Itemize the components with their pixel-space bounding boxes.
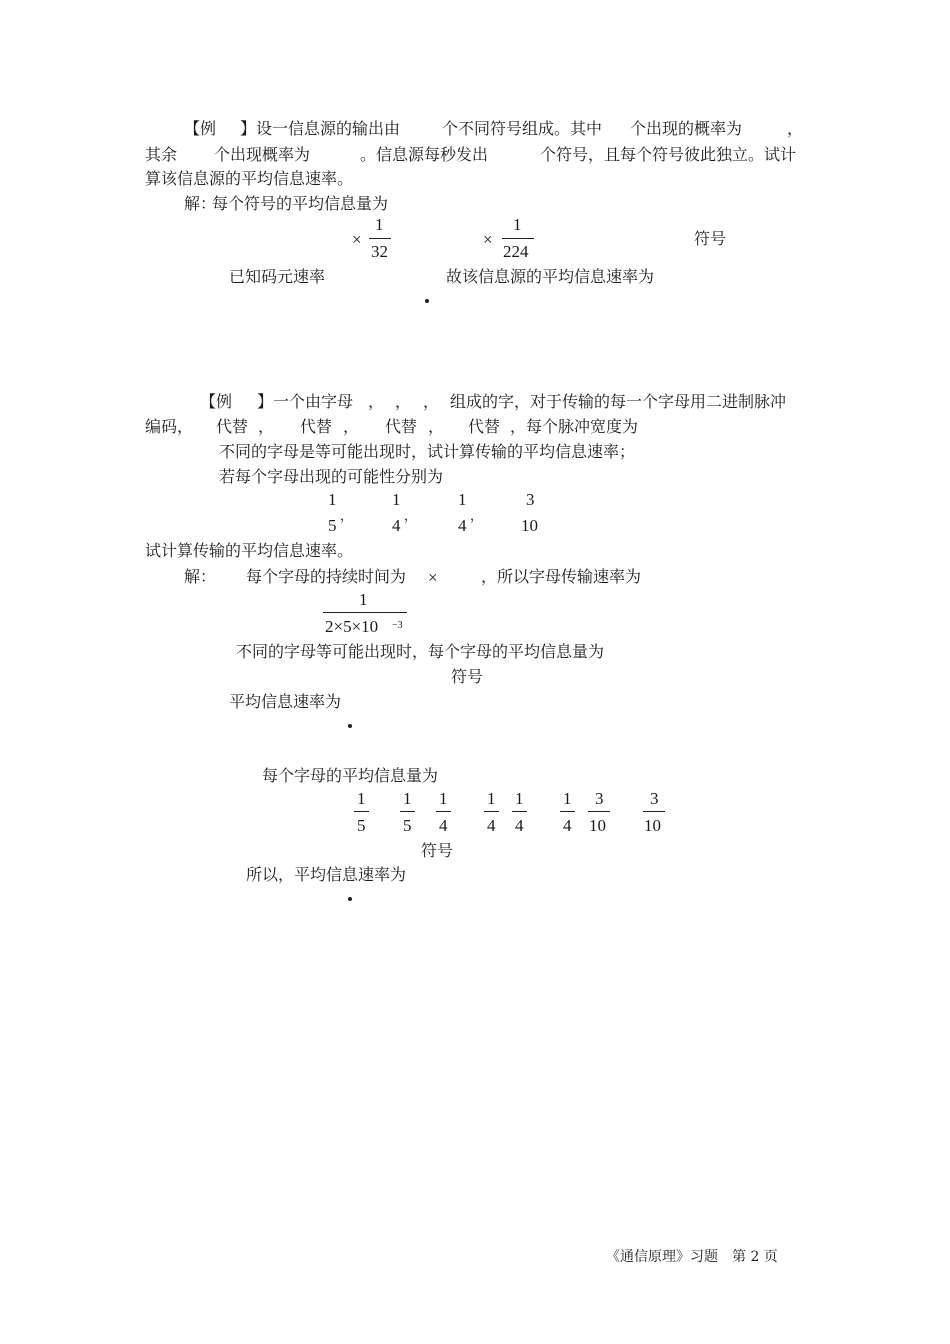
known-rate-text: 已知码元速率 bbox=[229, 267, 326, 286]
entropy-frac-num: 3 bbox=[650, 789, 659, 808]
example-2-text: 代替 bbox=[385, 417, 418, 436]
question-2-end: 试计算传输的平均信息速率。 bbox=[145, 541, 354, 560]
page-footer: 《通信原理》习题 第 2 页 bbox=[606, 1249, 778, 1265]
example-2-text: 代替 bbox=[300, 417, 333, 436]
example-2-text: 代替 bbox=[216, 417, 249, 436]
entropy-frac-num: 1 bbox=[563, 789, 572, 808]
prob-denominator: 4 bbox=[458, 516, 467, 535]
solution-label: 解： bbox=[184, 194, 217, 213]
prob-numerator: 3 bbox=[526, 490, 535, 509]
entropy-frac-num: 1 bbox=[487, 789, 496, 808]
times-sign: × bbox=[428, 568, 438, 587]
therefore-text: 所以，平均信息速率为 bbox=[246, 865, 407, 884]
prob-separator: ， bbox=[340, 509, 354, 524]
prob-numerator: 1 bbox=[458, 490, 467, 509]
times-sign: × bbox=[483, 230, 493, 249]
entropy-frac-den: 4 bbox=[515, 816, 524, 835]
avg-rate-text: 平均信息速率为 bbox=[229, 692, 342, 711]
example-2-text: ， bbox=[258, 417, 275, 436]
entropy-frac-num: 3 bbox=[595, 789, 604, 808]
result-dot bbox=[348, 897, 352, 901]
rate-frac-numerator: 1 bbox=[359, 590, 368, 609]
prob-separator: ， bbox=[470, 509, 484, 524]
rate-frac-exponent: −3 bbox=[392, 620, 403, 631]
fraction-denominator: 32 bbox=[371, 242, 388, 261]
fraction-bar bbox=[369, 238, 391, 239]
fraction-bar bbox=[354, 811, 369, 812]
avg-info-text: 每个字母的平均信息量为 bbox=[262, 766, 439, 785]
example-2-bracket-open: 【例 bbox=[200, 392, 233, 411]
prob-denominator: 5 bbox=[328, 516, 337, 535]
example-1-bracket-open: 【例 bbox=[184, 119, 217, 138]
fraction-bar bbox=[436, 811, 451, 812]
example-1-text: ， bbox=[787, 119, 804, 138]
example-2-text: ，每个脉冲宽度为 bbox=[510, 417, 639, 436]
prob-numerator: 1 bbox=[392, 490, 401, 509]
prob-denominator: 4 bbox=[392, 516, 401, 535]
example-1-text: 个出现概率为 bbox=[214, 145, 311, 164]
result-dot bbox=[348, 724, 352, 728]
example-2-text: ， bbox=[368, 392, 385, 411]
fraction-bar bbox=[588, 811, 610, 812]
question-2: 若每个字母出现的可能性分别为 bbox=[219, 467, 444, 486]
equal-prob-text: 不同的字母等可能出现时，每个字母的平均信息量为 bbox=[236, 642, 605, 661]
entropy-frac-den: 5 bbox=[357, 816, 366, 835]
rate-text: ，所以字母传输速率为 bbox=[481, 567, 642, 586]
unit-label: 符号 bbox=[694, 229, 727, 248]
fraction-bar bbox=[512, 811, 527, 812]
entropy-frac-den: 10 bbox=[589, 816, 606, 835]
unit-label: 符号 bbox=[421, 841, 454, 860]
duration-text: 每个字母的持续时间为 bbox=[246, 567, 407, 586]
fraction-numerator: 1 bbox=[513, 215, 522, 234]
entropy-frac-den: 10 bbox=[644, 816, 661, 835]
example-1-text: 其余 bbox=[145, 145, 178, 164]
example-2-intro: 】一个由字母 bbox=[257, 392, 354, 411]
example-2-text: 编码， bbox=[145, 417, 194, 436]
entropy-frac-den: 4 bbox=[563, 816, 572, 835]
prob-separator: ， bbox=[404, 509, 418, 524]
example-1-text: 。信息源每秒发出 bbox=[360, 145, 489, 164]
example-1-intro: 】设一信息源的输出由 bbox=[240, 119, 401, 138]
fraction-bar bbox=[323, 612, 407, 613]
fraction-bar bbox=[400, 811, 415, 812]
example-2-text: ， bbox=[395, 392, 412, 411]
fraction-bar bbox=[560, 811, 575, 812]
entropy-frac-num: 1 bbox=[439, 789, 448, 808]
example-1-text: 个不同符号组成。其中 bbox=[442, 119, 603, 138]
example-2-text: 组成的字，对于传输的每一个字母用二进制脉冲 bbox=[450, 392, 787, 411]
solution-text: 每个符号的平均信息量为 bbox=[212, 194, 389, 213]
example-1-text: 算该信息源的平均信息速率。 bbox=[145, 169, 354, 188]
fraction-denominator: 224 bbox=[503, 242, 529, 261]
fraction-bar bbox=[502, 238, 534, 239]
entropy-frac-num: 1 bbox=[515, 789, 524, 808]
entropy-frac-num: 1 bbox=[403, 789, 412, 808]
entropy-frac-den: 4 bbox=[487, 816, 496, 835]
result-dot bbox=[425, 299, 429, 303]
example-2-text: 代替 bbox=[468, 417, 501, 436]
entropy-frac-num: 1 bbox=[357, 789, 366, 808]
prob-numerator: 1 bbox=[328, 490, 337, 509]
example-2-text: ， bbox=[343, 417, 360, 436]
entropy-frac-den: 5 bbox=[403, 816, 412, 835]
rate-frac-denominator: 2×5×10 bbox=[325, 617, 379, 636]
example-2-text: ， bbox=[423, 392, 440, 411]
example-1-text: 个出现的概率为 bbox=[630, 119, 743, 138]
fraction-bar bbox=[643, 811, 665, 812]
prob-denominator: 10 bbox=[521, 516, 538, 535]
example-2-text: ， bbox=[428, 417, 445, 436]
therefore-text: 故该信息源的平均信息速率为 bbox=[446, 267, 655, 286]
times-sign: × bbox=[352, 230, 362, 249]
question-1: 不同的字母是等可能出现时，试计算传输的平均信息速率； bbox=[219, 442, 636, 461]
entropy-frac-den: 4 bbox=[439, 816, 448, 835]
unit-label: 符号 bbox=[451, 667, 484, 686]
solution-label: 解： bbox=[184, 567, 217, 586]
example-1-text: 个符号，且每个符号彼此独立。试计 bbox=[540, 145, 797, 164]
fraction-bar bbox=[484, 811, 499, 812]
fraction-numerator: 1 bbox=[375, 215, 384, 234]
